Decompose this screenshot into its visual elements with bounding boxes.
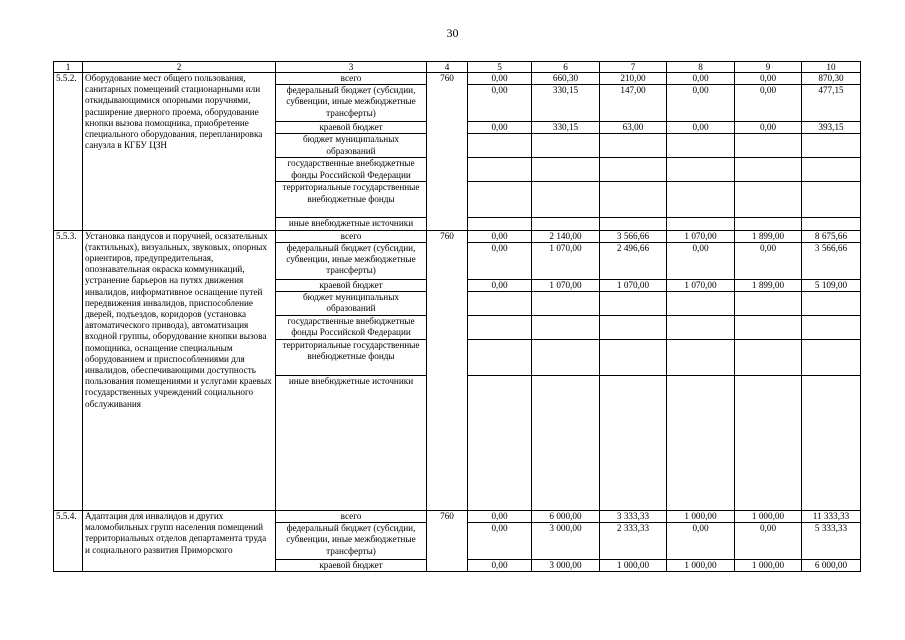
value-cell: [532, 340, 600, 376]
value-cell: 330,15: [532, 122, 600, 134]
value-cell: [532, 182, 600, 218]
value-cell: [468, 218, 532, 230]
value-cell: 0,00: [735, 523, 802, 560]
value-cell: 2 333,33: [600, 523, 667, 560]
funding-source: федеральный бюджет (субсидии, субвенции, иные межбюджетные трансферты): [276, 242, 427, 279]
value-cell: [468, 292, 532, 316]
value-cell: 0,00: [735, 122, 802, 134]
header-cell: 5: [468, 62, 532, 73]
value-cell: 660,30: [532, 73, 600, 85]
value-cell: [468, 376, 532, 511]
value-cell: [600, 134, 667, 158]
item-description: Установка пандусов и поручней, осязательных (тактильных), визуальных, звуковых, опорных ориентиров, предупредительная, опознавательная окраска коммуникаций, устранение барьеров на путях движения инвалидов, информативное оснащение путей передвижения инвалидов, приспособление дверей, подъездов, коридоров (установка автоматического привода), автоматизация входной группы, оборудование кнопки вызова помощника, оснащение специальным оборудованием и приспособлениями для инвалидов, обеспечивающими доступность пользования помещениями и услугами краевых государственных учреждений социального обслуживания: [83, 230, 276, 510]
funding-source: бюджет муниципальных образований: [276, 292, 427, 316]
funding-source: бюджет муниципальных образований: [276, 134, 427, 158]
value-cell: 6 000,00: [802, 560, 861, 572]
value-cell: [600, 316, 667, 340]
value-cell: 1 000,00: [667, 511, 735, 523]
value-cell: [667, 134, 735, 158]
value-cell: 2 496,66: [600, 242, 667, 279]
table-row: [54, 511, 861, 523]
value-cell: 1 000,00: [735, 511, 802, 523]
value-cell: [667, 292, 735, 316]
value-cell: [802, 218, 861, 230]
value-cell: [735, 182, 802, 218]
funding-source: всего: [276, 73, 427, 85]
funding-source: краевой бюджет: [276, 279, 427, 291]
header-cell: 10: [802, 62, 861, 73]
header-cell: 1: [54, 62, 83, 73]
value-cell: 0,00: [468, 523, 532, 560]
value-cell: [468, 340, 532, 376]
column-4-value: 760: [427, 511, 468, 572]
value-cell: [468, 182, 532, 218]
value-cell: 3 333,33: [600, 511, 667, 523]
value-cell: [802, 134, 861, 158]
value-cell: 1 000,00: [735, 560, 802, 572]
header-cell: 2: [83, 62, 276, 73]
value-cell: 5 109,00: [802, 279, 861, 291]
value-cell: [468, 316, 532, 340]
header-row: [54, 62, 861, 73]
value-cell: 5 333,33: [802, 523, 861, 560]
header-cell: 7: [600, 62, 667, 73]
value-cell: [532, 134, 600, 158]
value-cell: [532, 376, 600, 511]
value-cell: [532, 218, 600, 230]
value-cell: 0,00: [468, 122, 532, 134]
item-description: Адаптация для инвалидов и других маломобильных групп населения помещений территориальных отделов департамента труда и социального развития Приморского: [83, 511, 276, 572]
value-cell: [600, 340, 667, 376]
value-cell: 0,00: [468, 279, 532, 291]
value-cell: [532, 292, 600, 316]
value-cell: 1 899,00: [735, 279, 802, 291]
value-cell: 147,00: [600, 85, 667, 122]
value-cell: [468, 134, 532, 158]
value-cell: [802, 340, 861, 376]
value-cell: [532, 158, 600, 182]
value-cell: [600, 218, 667, 230]
value-cell: 3 566,66: [600, 230, 667, 242]
value-cell: 0,00: [667, 122, 735, 134]
funding-source: краевой бюджет: [276, 122, 427, 134]
value-cell: 0,00: [468, 85, 532, 122]
value-cell: 1 899,00: [735, 230, 802, 242]
item-code: 5.5.2.: [54, 73, 83, 231]
value-cell: 0,00: [667, 242, 735, 279]
header-cell: 3: [276, 62, 427, 73]
value-cell: [468, 158, 532, 182]
value-cell: [667, 182, 735, 218]
value-cell: [735, 218, 802, 230]
value-cell: 210,00: [600, 73, 667, 85]
budget-table: [53, 61, 861, 572]
funding-source: иные внебюджетные источники: [276, 218, 427, 230]
value-cell: 477,15: [802, 85, 861, 122]
value-cell: 1 070,00: [600, 279, 667, 291]
item-code: 5.5.3.: [54, 230, 83, 510]
value-cell: 1 070,00: [667, 230, 735, 242]
value-cell: [667, 218, 735, 230]
value-cell: 6 000,00: [532, 511, 600, 523]
value-cell: 0,00: [468, 560, 532, 572]
value-cell: 1 070,00: [532, 279, 600, 291]
value-cell: [802, 182, 861, 218]
table-row: [54, 73, 861, 85]
value-cell: 1 070,00: [667, 279, 735, 291]
value-cell: [735, 292, 802, 316]
value-cell: [802, 376, 861, 511]
value-cell: [667, 316, 735, 340]
value-cell: [667, 376, 735, 511]
funding-source: государственные внебюджетные фонды Российской Федерации: [276, 316, 427, 340]
value-cell: 0,00: [667, 85, 735, 122]
value-cell: 0,00: [735, 85, 802, 122]
header-cell: 9: [735, 62, 802, 73]
value-cell: [802, 292, 861, 316]
value-cell: 0,00: [667, 523, 735, 560]
value-cell: 11 333,33: [802, 511, 861, 523]
value-cell: [735, 376, 802, 511]
value-cell: [667, 340, 735, 376]
value-cell: 2 140,00: [532, 230, 600, 242]
value-cell: 3 566,66: [802, 242, 861, 279]
funding-source: федеральный бюджет (субсидии, субвенции, иные межбюджетные трансферты): [276, 523, 427, 560]
value-cell: [600, 376, 667, 511]
value-cell: 0,00: [468, 73, 532, 85]
funding-source: территориальные государственные внебюджетные фонды: [276, 340, 427, 376]
value-cell: 0,00: [468, 242, 532, 279]
value-cell: 1 000,00: [667, 560, 735, 572]
funding-source: всего: [276, 230, 427, 242]
item-description: Оборудование мест общего пользования, санитарных помещений стационарными или откидывающимися опорными поручнями, расширение дверного проема, оборудование кнопки вызова помощника, приобретение специального оборудования, перепланировка санузла в КГБУ ЦЗН: [83, 73, 276, 231]
item-code: 5.5.4.: [54, 511, 83, 572]
value-cell: 0,00: [735, 73, 802, 85]
value-cell: 870,30: [802, 73, 861, 85]
funding-source: иные внебюджетные источники: [276, 376, 427, 511]
value-cell: 330,15: [532, 85, 600, 122]
value-cell: 0,00: [468, 230, 532, 242]
value-cell: 3 000,00: [532, 523, 600, 560]
value-cell: 0,00: [735, 242, 802, 279]
value-cell: [667, 158, 735, 182]
header-cell: 6: [532, 62, 600, 73]
table-row: [54, 230, 861, 242]
funding-source: территориальные государственные внебюджетные фонды: [276, 182, 427, 218]
value-cell: [600, 292, 667, 316]
value-cell: 8 675,66: [802, 230, 861, 242]
value-cell: 0,00: [667, 73, 735, 85]
column-4-value: 760: [427, 73, 468, 231]
value-cell: [802, 158, 861, 182]
funding-source: федеральный бюджет (субсидии, субвенции, иные межбюджетные трансферты): [276, 85, 427, 122]
column-4-value: 760: [427, 230, 468, 510]
value-cell: [600, 182, 667, 218]
value-cell: 1 000,00: [600, 560, 667, 572]
funding-source: государственные внебюджетные фонды Российской Федерации: [276, 158, 427, 182]
value-cell: 1 070,00: [532, 242, 600, 279]
value-cell: 3 000,00: [532, 560, 600, 572]
value-cell: [802, 316, 861, 340]
value-cell: [735, 340, 802, 376]
header-cell: 8: [667, 62, 735, 73]
page-number: 30: [446, 26, 459, 40]
value-cell: [735, 134, 802, 158]
funding-source: краевой бюджет: [276, 560, 427, 572]
funding-source: всего: [276, 511, 427, 523]
value-cell: [735, 158, 802, 182]
value-cell: [735, 316, 802, 340]
value-cell: 393,15: [802, 122, 861, 134]
value-cell: [532, 316, 600, 340]
header-cell: 4: [427, 62, 468, 73]
value-cell: 0,00: [468, 511, 532, 523]
value-cell: [600, 158, 667, 182]
value-cell: 63,00: [600, 122, 667, 134]
